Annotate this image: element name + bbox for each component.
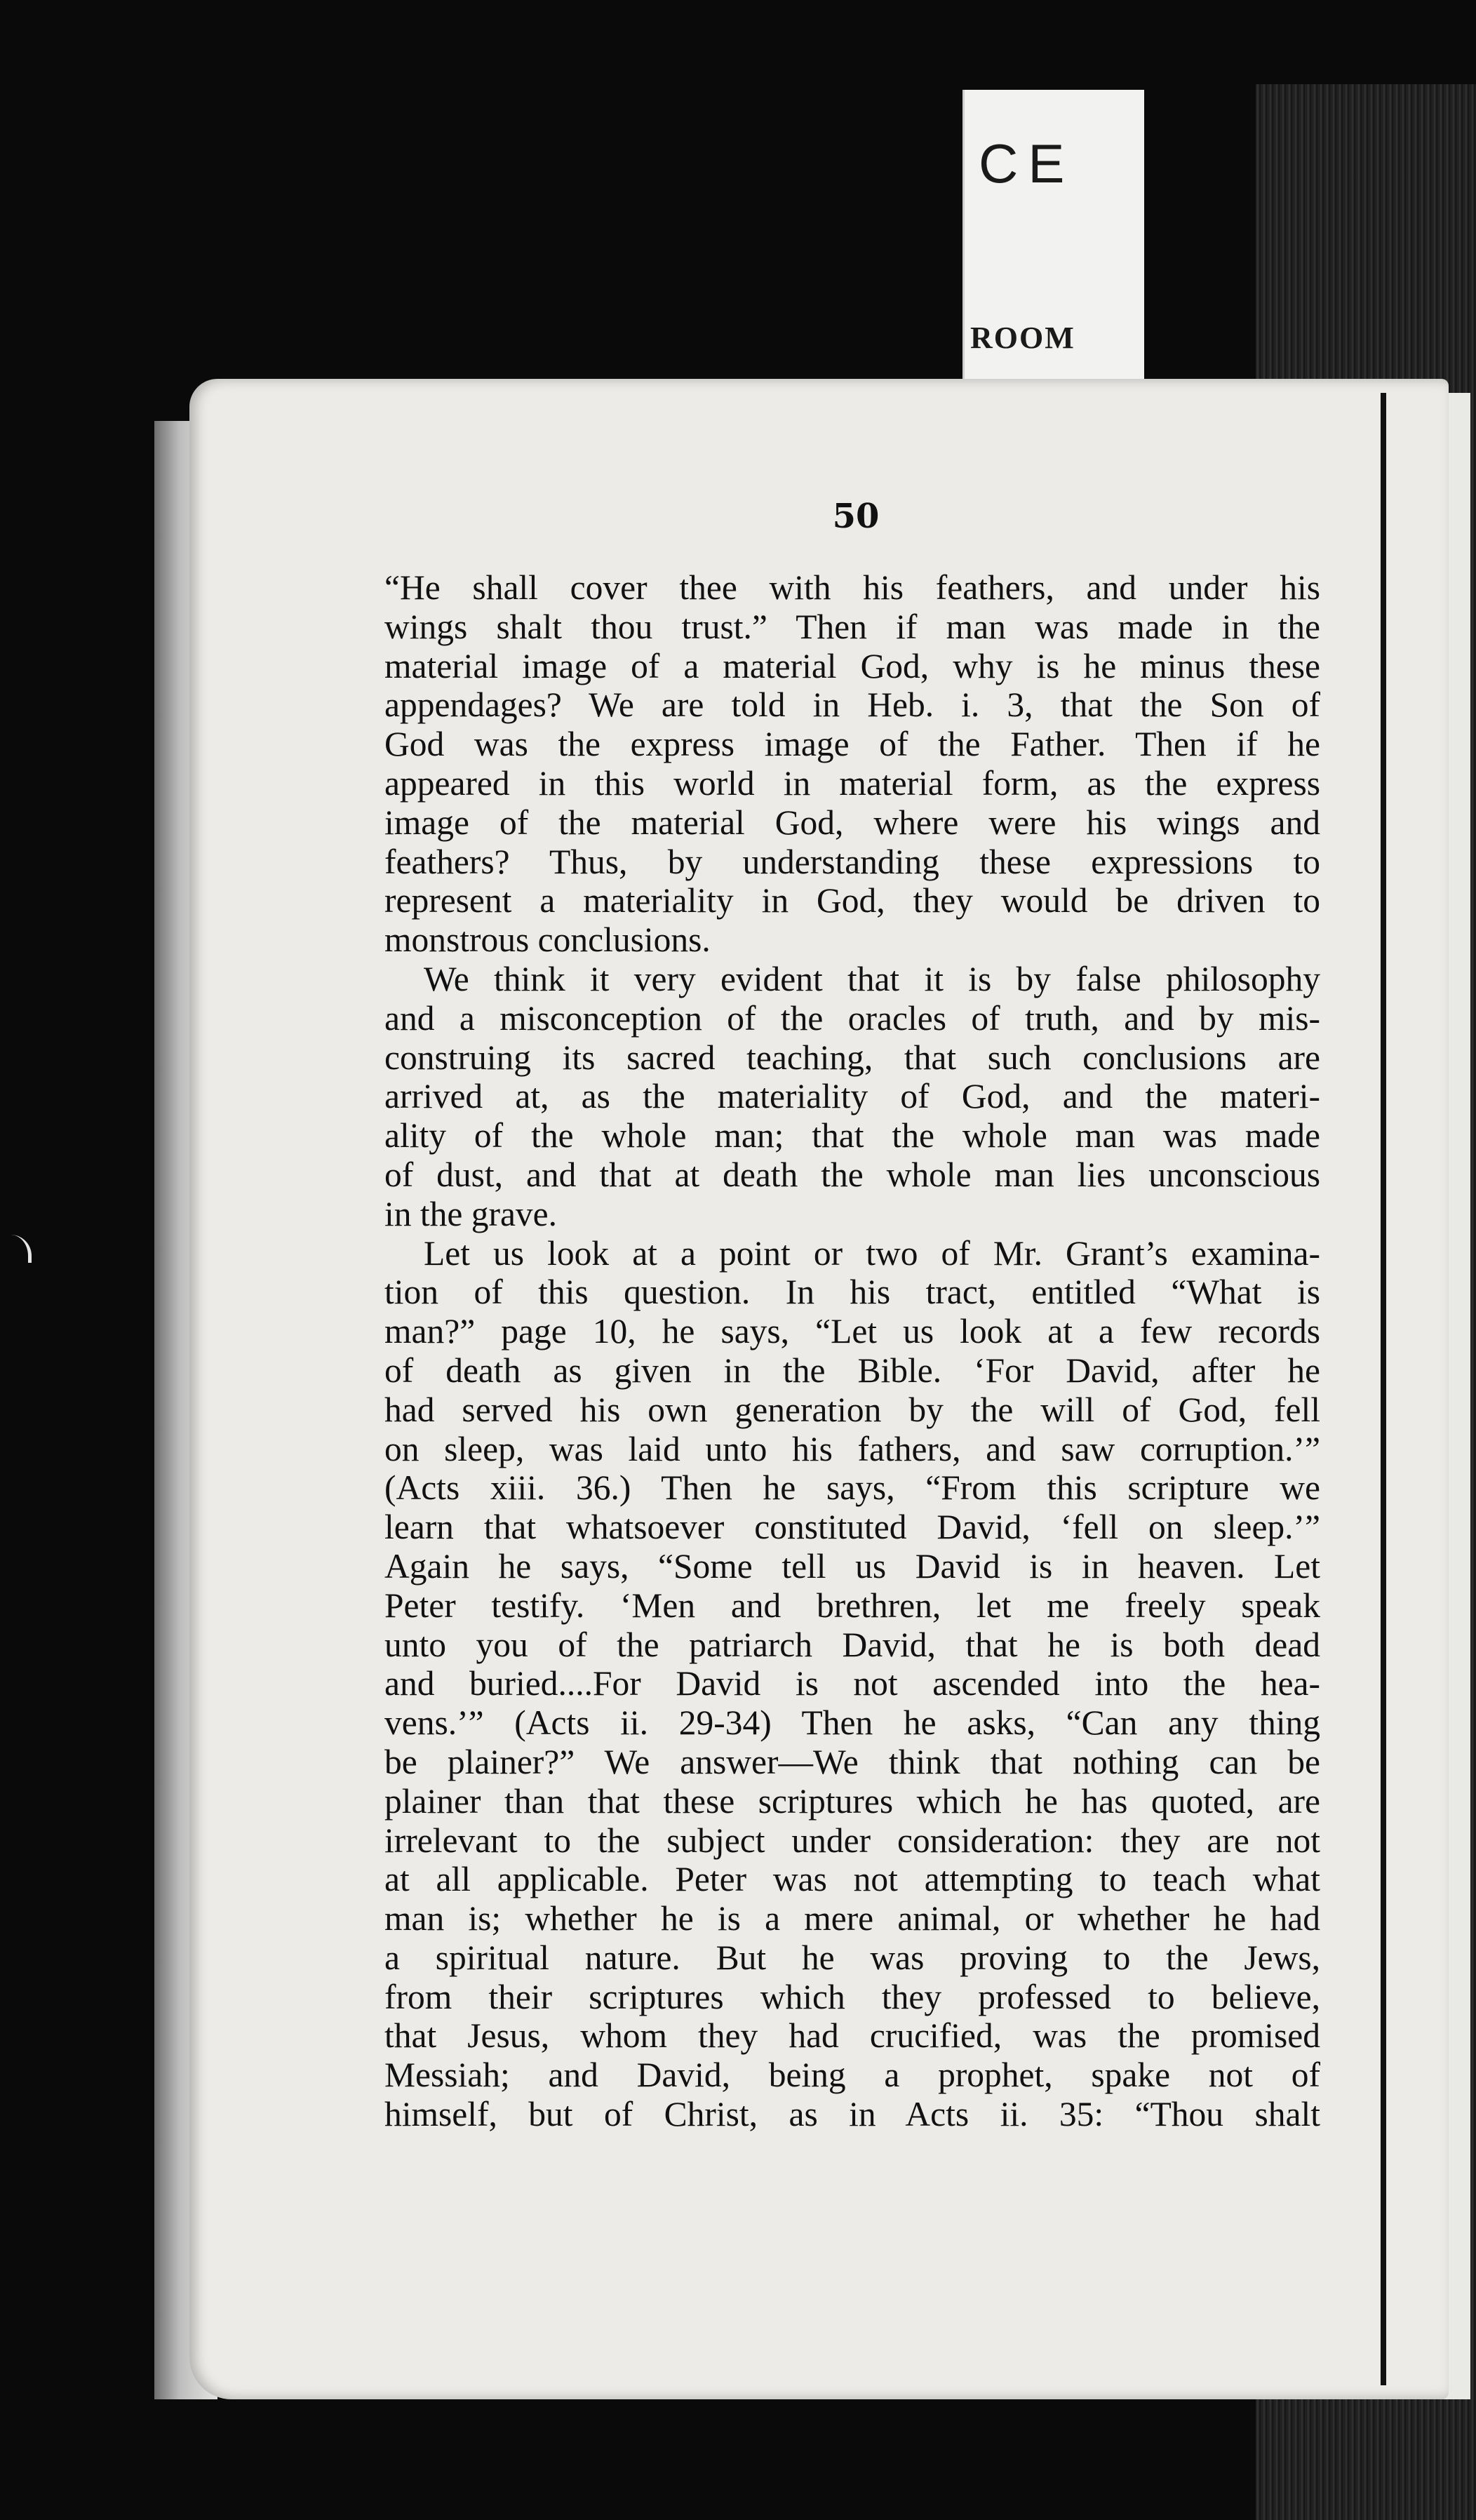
text-line: of death as given in the Bible. ‘For David, after he [384,1351,1320,1390]
text-line: and a misconception of the oracles of truth, and by mis- [384,998,1320,1038]
text-line: tion of this question. In his tract, entitled “What is [384,1273,1320,1312]
text-line: a spiritual nature. But he was proving to the Jews, [384,1938,1320,1977]
text-line: be plainer?” We answer—We think that nothing can be [384,1742,1320,1781]
text-line: We think it very evident that it is by false philosophy [424,959,1320,998]
text-line: irrelevant to the subject under consideration: they are not [384,1821,1320,1860]
page-number: 50 [832,497,880,536]
text-line: (Acts xiii. 36.) Then he says, “From this scripture we [384,1468,1320,1508]
text-line: from their scriptures which they professed to believe, [384,1977,1320,2016]
text-line: himself, but of Christ, as in Acts ii. 35: “Thou shalt [384,2095,1320,2134]
text-line: of dust, and that at death the whole man lies unconscious [384,1155,1320,1194]
tag-text-bottom: ROOM [970,321,1075,355]
text-line: feathers? Thus, by understanding these expressions to [384,842,1320,881]
text-line: vens.’” (Acts ii. 29-34) Then he asks, “Can any thing [384,1703,1320,1743]
text-line: and buried....For David is not ascended into the hea- [384,1664,1320,1703]
text-line: that Jesus, whom they had crucified, was the promised [384,2016,1320,2056]
text-line: arrived at, as the materiality of God, and the materi- [384,1077,1320,1116]
text-line: appeared in this world in material form, as the express [384,763,1320,803]
text-line: ality of the whole man; that the whole man was made [384,1116,1320,1155]
text-line: monstrous conclusions. [384,920,711,960]
text-line: at all applicable. Peter was not attempting to teach what [384,1860,1320,1899]
page-edge-line [1381,393,1386,2385]
text-line: appendages? We are told in Heb. i. 3, that the Son of [384,685,1320,725]
library-tag [962,90,1144,384]
text-line: “He shall cover thee with his feathers, and under his [384,568,1320,607]
page-body-text [384,568,1320,2134]
text-line: on sleep, was laid unto his fathers, and saw corruption.’” [384,1429,1320,1468]
text-line: man?” page 10, he says, “Let us look at a few records [384,1312,1320,1351]
text-line: material image of a material God, why is he minus these [384,646,1320,685]
text-line: Messiah; and David, being a prophet, spake not of [384,2056,1320,2095]
text-line: image of the material God, where were his wings and [384,803,1320,842]
text-line: construing its sacred teaching, that such conclusions are [384,1038,1320,1077]
text-line: learn that whatsoever constituted David, ‘fell on sleep.’” [384,1508,1320,1547]
tag-text-top: CE [979,133,1075,194]
text-line: in the grave. [384,1194,558,1233]
text-line: Let us look at a point or two of Mr. Grant’s examina- [424,1233,1320,1273]
text-line: represent a materiality in God, they would be driven to [384,881,1320,920]
text-line: God was the express image of the Father. Then if he [384,725,1320,764]
text-line: man is; whether he is a mere animal, or whether he had [384,1899,1320,1938]
text-line: unto you of the patriarch David, that he is both dead [384,1625,1320,1664]
text-line: Again he says, “Some tell us David is in heaven. Let [384,1546,1320,1586]
text-line: plainer than that these scriptures which he has quoted, are [384,1781,1320,1821]
text-line: had served his own generation by the will of God, fell [384,1390,1320,1429]
text-line: Peter testify. ‘Men and brethren, let me freely speak [384,1586,1320,1625]
text-line: wings shalt thou trust.” Then if man was made in the [384,607,1320,646]
